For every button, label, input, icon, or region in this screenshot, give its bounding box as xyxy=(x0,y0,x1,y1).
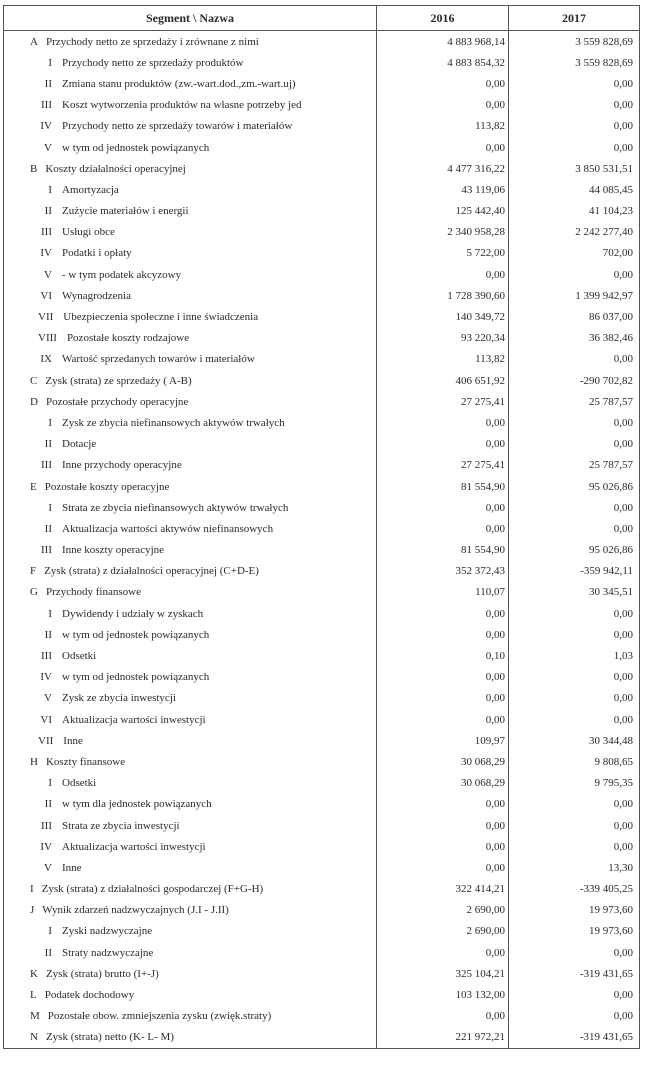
row-code: VII xyxy=(38,734,54,747)
value-2017: 0,00 xyxy=(509,497,640,518)
value-2016: 0,00 xyxy=(377,137,509,158)
row-code: II xyxy=(44,438,52,451)
row-code: I xyxy=(48,777,52,790)
table-row xyxy=(4,391,640,412)
value-2017: 19 973,60 xyxy=(509,900,640,921)
row-name: Inne xyxy=(62,861,82,874)
value-2016: 0,00 xyxy=(377,942,509,963)
row-label xyxy=(4,836,377,857)
row-name: Zyski nadzwyczajne xyxy=(62,925,153,938)
row-name: Zmiana stanu produktów (zw.-wart.dod.,zm.-wart.uj) xyxy=(62,77,296,90)
row-name: Wartość sprzedanych towarów i materiałów xyxy=(62,353,255,366)
value-2017: 702,00 xyxy=(509,243,640,264)
row-name: Zysk (strata) brutto (I+-J) xyxy=(45,967,159,980)
row-label xyxy=(4,857,377,878)
row-name: Zysk ze zbycia niefinansowych aktywów trwałych xyxy=(62,416,285,429)
row-code: IX xyxy=(40,353,52,366)
row-name: w tym od jednostek powiązanych xyxy=(62,628,210,641)
value-2017: 0,00 xyxy=(509,137,640,158)
value-2016: 5 722,00 xyxy=(377,243,509,264)
value-2016: 113,82 xyxy=(377,116,509,137)
row-name: Aktualizacja wartości aktywów niefinansowych xyxy=(62,522,274,535)
value-2016: 0,00 xyxy=(377,815,509,836)
value-2016: 0,00 xyxy=(377,497,509,518)
table-row xyxy=(4,688,640,709)
value-2017: 0,00 xyxy=(509,1006,640,1027)
table-row xyxy=(4,984,640,1005)
row-code: V xyxy=(44,268,52,281)
row-name: Koszty działalności operacyjnej xyxy=(45,162,186,175)
table-row xyxy=(4,52,640,73)
statement-rows xyxy=(4,31,640,1049)
row-label xyxy=(4,1006,377,1027)
row-label xyxy=(4,455,377,476)
row-label xyxy=(4,328,377,349)
row-name: Zysk (strata) z działalności gospodarczej (F+G-H) xyxy=(41,883,264,896)
row-code: II xyxy=(44,522,52,535)
row-code: J xyxy=(30,904,35,917)
row-label xyxy=(4,667,377,688)
financial-statement-table xyxy=(3,5,639,1049)
table-row xyxy=(4,116,640,137)
row-code: VII xyxy=(38,311,54,324)
row-code: B xyxy=(30,162,38,175)
value-2017: 0,00 xyxy=(509,794,640,815)
row-code: A xyxy=(30,35,38,48)
row-label xyxy=(4,921,377,942)
row-code: II xyxy=(44,946,52,959)
value-2017: -290 702,82 xyxy=(509,370,640,391)
row-label xyxy=(4,603,377,624)
row-label xyxy=(4,73,377,94)
value-2017: 30 344,48 xyxy=(509,730,640,751)
row-name: Ubezpieczenia społeczne i inne świadczenia xyxy=(63,311,259,324)
row-code: I xyxy=(48,607,52,620)
row-label xyxy=(4,730,377,751)
row-code: I xyxy=(30,883,34,896)
value-2016: 110,07 xyxy=(377,582,509,603)
table-row xyxy=(4,921,640,942)
value-2017: 0,00 xyxy=(509,709,640,730)
table-row xyxy=(4,857,640,878)
value-2017: 19 973,60 xyxy=(509,921,640,942)
value-2017: 0,00 xyxy=(509,836,640,857)
row-name: Wynik zdarzeń nadzwyczajnych (J.I - J.II) xyxy=(42,904,229,917)
value-2016: 103 132,00 xyxy=(377,984,509,1005)
row-code: II xyxy=(44,77,52,90)
value-2016: 43 119,06 xyxy=(377,179,509,200)
row-code: C xyxy=(30,374,38,387)
row-label xyxy=(4,518,377,539)
row-label xyxy=(4,709,377,730)
table-row xyxy=(4,794,640,815)
row-code: IV xyxy=(40,671,52,684)
row-name: Przychody finansowe xyxy=(45,586,141,599)
row-label xyxy=(4,624,377,645)
value-2016: 4 477 316,22 xyxy=(377,158,509,179)
table-row xyxy=(4,243,640,264)
value-2016: 81 554,90 xyxy=(377,476,509,497)
value-2017: 0,00 xyxy=(509,349,640,370)
value-2016: 0,00 xyxy=(377,857,509,878)
row-code: I xyxy=(48,925,52,938)
table-row xyxy=(4,137,640,158)
value-2016: 109,97 xyxy=(377,730,509,751)
header-year-2016: 2016 xyxy=(377,6,509,31)
row-code: II xyxy=(44,798,52,811)
value-2017: 3 850 531,51 xyxy=(509,158,640,179)
row-name: w tym od jednostek powiązanych xyxy=(62,141,210,154)
row-label xyxy=(4,222,377,243)
row-code: IV xyxy=(40,120,52,133)
row-name: Usługi obce xyxy=(62,226,115,239)
row-label xyxy=(4,540,377,561)
value-2016: 0,00 xyxy=(377,794,509,815)
row-code: III xyxy=(41,819,52,832)
value-2016: 0,00 xyxy=(377,1006,509,1027)
row-code: L xyxy=(30,989,37,1002)
value-2016: 0,00 xyxy=(377,688,509,709)
table-row xyxy=(4,158,640,179)
value-2017: 25 787,57 xyxy=(509,455,640,476)
row-label xyxy=(4,645,377,666)
value-2017: 0,00 xyxy=(509,264,640,285)
row-code: III xyxy=(41,544,52,557)
row-name: Inne koszty operacyjne xyxy=(62,544,165,557)
value-2016: 2 690,00 xyxy=(377,900,509,921)
value-2016: 0,00 xyxy=(377,264,509,285)
row-name: Strata ze zbycia inwestycji xyxy=(62,819,180,832)
table-row xyxy=(4,773,640,794)
row-code: I xyxy=(48,183,52,196)
row-name: Zużycie materiałów i energii xyxy=(62,205,189,218)
table-row xyxy=(4,306,640,327)
row-name: Straty nadzwyczajne xyxy=(62,946,154,959)
table-row xyxy=(4,518,640,539)
value-2016: 0,00 xyxy=(377,95,509,116)
row-label xyxy=(4,137,377,158)
value-2016: 4 883 968,14 xyxy=(377,31,509,53)
value-2017: -359 942,11 xyxy=(509,561,640,582)
table-row xyxy=(4,582,640,603)
table-row xyxy=(4,370,640,391)
row-label xyxy=(4,942,377,963)
row-code: H xyxy=(30,755,38,768)
row-label xyxy=(4,179,377,200)
row-name: Pozostałe koszty rodzajowe xyxy=(66,332,190,345)
table-row xyxy=(4,963,640,984)
value-2016: 30 068,29 xyxy=(377,751,509,772)
value-2016: 81 554,90 xyxy=(377,540,509,561)
row-name: w tym od jednostek powiązanych xyxy=(62,671,210,684)
value-2017: 0,00 xyxy=(509,942,640,963)
row-code: G xyxy=(30,586,38,599)
row-code: VI xyxy=(40,713,52,726)
row-name: Dywidendy i udziały w zyskach xyxy=(62,607,204,620)
row-label xyxy=(4,476,377,497)
row-label xyxy=(4,879,377,900)
value-2017: 95 026,86 xyxy=(509,476,640,497)
value-2017: 0,00 xyxy=(509,518,640,539)
table-row xyxy=(4,328,640,349)
value-2016: 0,00 xyxy=(377,667,509,688)
row-name: Strata ze zbycia niefinansowych aktywów trwałych xyxy=(62,501,289,514)
row-label xyxy=(4,116,377,137)
value-2016: 0,00 xyxy=(377,624,509,645)
value-2017: 9 795,35 xyxy=(509,773,640,794)
table-row xyxy=(4,1027,640,1049)
row-code: M xyxy=(30,1010,40,1023)
value-2017: 0,00 xyxy=(509,116,640,137)
value-2016: 27 275,41 xyxy=(377,455,509,476)
value-2016: 0,00 xyxy=(377,412,509,433)
row-label xyxy=(4,31,377,53)
row-name: Dotacje xyxy=(62,438,97,451)
value-2016: 406 651,92 xyxy=(377,370,509,391)
row-code: III xyxy=(41,650,52,663)
row-label xyxy=(4,370,377,391)
row-code: F xyxy=(30,565,37,578)
value-2017: 41 104,23 xyxy=(509,201,640,222)
header-segment: Segment \ Nazwa xyxy=(4,6,377,31)
row-name: Inne przychody operacyjne xyxy=(62,459,182,472)
value-2017: -339 405,25 xyxy=(509,879,640,900)
header-row xyxy=(4,6,640,31)
income-statement xyxy=(3,5,640,1049)
row-name: Koszt wytworzenia produktów na własne potrzeby jed xyxy=(62,99,302,112)
row-label xyxy=(4,158,377,179)
value-2017: -319 431,65 xyxy=(509,1027,640,1049)
row-code: II xyxy=(44,205,52,218)
row-name: Przychody netto ze sprzedaży produktów xyxy=(62,56,244,69)
row-label xyxy=(4,984,377,1005)
value-2016: 125 442,40 xyxy=(377,201,509,222)
table-row xyxy=(4,751,640,772)
value-2017: 0,00 xyxy=(509,434,640,455)
row-name: Koszty finansowe xyxy=(45,755,126,768)
row-name: Zysk (strata) ze sprzedaży ( A-B) xyxy=(45,374,192,387)
row-code: K xyxy=(30,967,38,980)
table-row xyxy=(4,222,640,243)
row-name: Podatek dochodowy xyxy=(44,989,135,1002)
table-row xyxy=(4,1006,640,1027)
row-code: II xyxy=(44,628,52,641)
row-code: V xyxy=(44,861,52,874)
row-name: Aktualizacja wartości inwestycji xyxy=(62,713,206,726)
row-code: E xyxy=(30,480,37,493)
value-2016: 113,82 xyxy=(377,349,509,370)
value-2017: 36 382,46 xyxy=(509,328,640,349)
row-label xyxy=(4,306,377,327)
value-2016: 352 372,43 xyxy=(377,561,509,582)
value-2017: 2 242 277,40 xyxy=(509,222,640,243)
value-2017: 3 559 828,69 xyxy=(509,52,640,73)
row-name: Pozostałe obow. zmniejszenia zysku (zwięk.straty) xyxy=(47,1010,272,1023)
row-label xyxy=(4,561,377,582)
value-2017: 0,00 xyxy=(509,624,640,645)
value-2016: 2 340 958,28 xyxy=(377,222,509,243)
table-row xyxy=(4,73,640,94)
row-label xyxy=(4,264,377,285)
table-row xyxy=(4,624,640,645)
row-label xyxy=(4,52,377,73)
table-row xyxy=(4,879,640,900)
table-row xyxy=(4,31,640,53)
value-2016: 0,00 xyxy=(377,836,509,857)
value-2017: 9 808,65 xyxy=(509,751,640,772)
value-2017: 0,00 xyxy=(509,688,640,709)
value-2017: 44 085,45 xyxy=(509,179,640,200)
row-label xyxy=(4,497,377,518)
table-row xyxy=(4,815,640,836)
value-2016: 0,00 xyxy=(377,518,509,539)
table-row xyxy=(4,561,640,582)
row-label xyxy=(4,95,377,116)
table-row xyxy=(4,201,640,222)
row-name: Przychody netto ze sprzedaży towarów i materiałów xyxy=(62,120,293,133)
value-2017: 0,00 xyxy=(509,73,640,94)
table-row xyxy=(4,285,640,306)
row-label xyxy=(4,412,377,433)
value-2017: 0,00 xyxy=(509,984,640,1005)
value-2017: 3 559 828,69 xyxy=(509,31,640,53)
value-2017: 0,00 xyxy=(509,412,640,433)
table-row xyxy=(4,264,640,285)
table-row xyxy=(4,434,640,455)
value-2017: 0,00 xyxy=(509,667,640,688)
table-row xyxy=(4,900,640,921)
value-2017: 86 037,00 xyxy=(509,306,640,327)
row-label xyxy=(4,434,377,455)
table-row xyxy=(4,667,640,688)
value-2016: 4 883 854,32 xyxy=(377,52,509,73)
row-code: III xyxy=(41,99,52,112)
table-row xyxy=(4,730,640,751)
table-row xyxy=(4,709,640,730)
row-code: VIII xyxy=(38,332,57,345)
value-2017: 1 399 942,97 xyxy=(509,285,640,306)
table-row xyxy=(4,349,640,370)
row-name: Pozostałe koszty operacyjne xyxy=(44,480,170,493)
table-row xyxy=(4,540,640,561)
row-code: III xyxy=(41,459,52,472)
value-2016: 140 349,72 xyxy=(377,306,509,327)
table-row xyxy=(4,95,640,116)
row-code: V xyxy=(44,692,52,705)
value-2016: 0,00 xyxy=(377,603,509,624)
row-name: Inne xyxy=(63,734,83,747)
value-2017: 0,00 xyxy=(509,815,640,836)
value-2017: 0,00 xyxy=(509,95,640,116)
row-name: Odsetki xyxy=(62,777,97,790)
table-row xyxy=(4,412,640,433)
row-label xyxy=(4,201,377,222)
row-code: I xyxy=(48,416,52,429)
row-label xyxy=(4,773,377,794)
row-name: Amortyzacja xyxy=(62,183,119,196)
row-code: D xyxy=(30,395,38,408)
row-label xyxy=(4,963,377,984)
row-name: - w tym podatek akcyzowy xyxy=(62,268,182,281)
value-2016: 1 728 390,60 xyxy=(377,285,509,306)
row-label xyxy=(4,688,377,709)
row-label xyxy=(4,582,377,603)
row-name: Zysk ze zbycia inwestycji xyxy=(62,692,176,705)
row-label xyxy=(4,243,377,264)
row-name: Pozostałe przychody operacyjne xyxy=(45,395,189,408)
row-code: V xyxy=(44,141,52,154)
table-row xyxy=(4,645,640,666)
value-2017: 0,00 xyxy=(509,603,640,624)
row-name: Aktualizacja wartości inwestycji xyxy=(62,840,206,853)
row-name: Podatki i opłaty xyxy=(62,247,132,260)
value-2017: 95 026,86 xyxy=(509,540,640,561)
row-label xyxy=(4,815,377,836)
value-2016: 0,00 xyxy=(377,73,509,94)
row-name: Przychody netto ze sprzedaży i zrównane z nimi xyxy=(45,35,259,48)
row-code: VI xyxy=(40,289,52,302)
row-label xyxy=(4,751,377,772)
row-code: N xyxy=(30,1031,38,1044)
row-code: III xyxy=(41,226,52,239)
table-row xyxy=(4,942,640,963)
row-label xyxy=(4,285,377,306)
table-row xyxy=(4,836,640,857)
value-2016: 0,00 xyxy=(377,709,509,730)
value-2016: 2 690,00 xyxy=(377,921,509,942)
header-year-2017: 2017 xyxy=(509,6,640,31)
value-2016: 30 068,29 xyxy=(377,773,509,794)
table-row xyxy=(4,455,640,476)
row-label xyxy=(4,900,377,921)
row-label xyxy=(4,1027,377,1049)
value-2016: 325 104,21 xyxy=(377,963,509,984)
row-name: w tym dla jednostek powiązanych xyxy=(62,798,212,811)
table-row xyxy=(4,603,640,624)
row-code: I xyxy=(48,56,52,69)
row-label xyxy=(4,349,377,370)
table-row xyxy=(4,497,640,518)
value-2016: 27 275,41 xyxy=(377,391,509,412)
value-2016: 322 414,21 xyxy=(377,879,509,900)
row-name: Wynagrodzenia xyxy=(62,289,131,302)
row-code: IV xyxy=(40,840,52,853)
table-row xyxy=(4,476,640,497)
row-code: I xyxy=(48,501,52,514)
row-name: Zysk (strata) netto (K- L- M) xyxy=(45,1031,174,1044)
value-2016: 0,10 xyxy=(377,645,509,666)
row-name: Odsetki xyxy=(62,650,97,663)
value-2017: -319 431,65 xyxy=(509,963,640,984)
value-2016: 221 972,21 xyxy=(377,1027,509,1049)
value-2017: 1,03 xyxy=(509,645,640,666)
value-2017: 25 787,57 xyxy=(509,391,640,412)
value-2016: 0,00 xyxy=(377,434,509,455)
row-name: Zysk (strata) z działalności operacyjnej (C+D-E) xyxy=(44,565,259,578)
value-2017: 13,30 xyxy=(509,857,640,878)
row-code: IV xyxy=(40,247,52,260)
value-2017: 30 345,51 xyxy=(509,582,640,603)
row-label xyxy=(4,391,377,412)
value-2016: 93 220,34 xyxy=(377,328,509,349)
table-row xyxy=(4,179,640,200)
row-label xyxy=(4,794,377,815)
